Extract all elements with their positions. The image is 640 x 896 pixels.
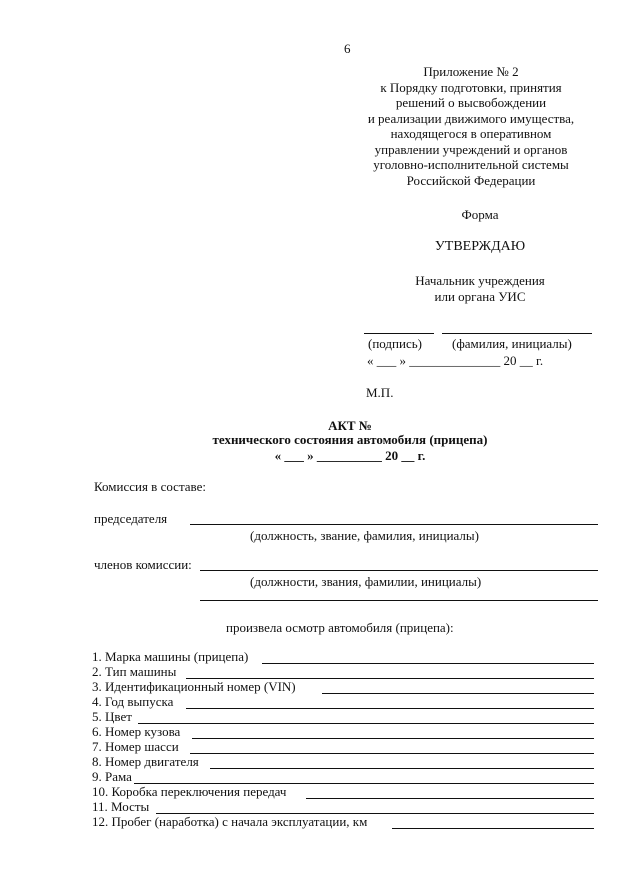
- list-item: 12. Пробег (наработка) с начала эксплуатации, км: [92, 814, 368, 829]
- approver-position-2: или органа УИС: [434, 289, 526, 304]
- appendix-block: [340, 64, 602, 188]
- list-item: 7. Номер шасси: [92, 739, 179, 754]
- approver-position: Начальник учреждения: [415, 273, 545, 288]
- appendix-line: и реализации движимого имущества,: [367, 110, 575, 126]
- item-3-line[interactable]: [322, 693, 594, 694]
- members-label: членов комиссии:: [94, 557, 192, 572]
- members-line[interactable]: [200, 570, 598, 571]
- signature-line[interactable]: [364, 333, 434, 334]
- item-8-line[interactable]: [210, 768, 594, 769]
- appendix-line: уголовно-исполнительной системы: [373, 157, 569, 172]
- list-item: 2. Тип машины: [92, 664, 177, 679]
- item-1-line[interactable]: [262, 663, 594, 664]
- item-5-line[interactable]: [138, 723, 594, 724]
- item-7-line[interactable]: [190, 753, 594, 754]
- appendix-line: Приложение № 2: [423, 64, 519, 79]
- act-title: АКТ №: [328, 418, 372, 433]
- members-caption: (должности, звания, фамилии, инициалы): [250, 574, 482, 589]
- list-item: 1. Марка машины (прицепа): [92, 649, 249, 664]
- stamp-label: М.П.: [366, 385, 394, 400]
- list-item: 4. Год выпуска: [92, 694, 174, 709]
- list-item: 8. Номер двигателя: [92, 754, 199, 769]
- appendix-line: к Порядку подготовки, принятия: [380, 79, 562, 95]
- approve-date-line: « ___ » ______________ 20 __ г.: [367, 353, 544, 368]
- list-item: 11. Мосты: [92, 799, 150, 814]
- inspection-text: произвела осмотр автомобиля (прицепа):: [226, 620, 454, 635]
- list-item: 10. Коробка переключения передач: [92, 784, 287, 799]
- form-label: Форма: [461, 207, 499, 222]
- name-caption: (фамилия, инициалы): [452, 336, 572, 351]
- item-4-line[interactable]: [186, 708, 594, 709]
- list-item: 9. Рама: [92, 769, 132, 784]
- chair-line[interactable]: [190, 524, 598, 525]
- members-line-2[interactable]: [200, 600, 598, 601]
- page-number: 6: [344, 41, 351, 56]
- list-item: 6. Номер кузова: [92, 724, 181, 739]
- signature-caption: (подпись): [368, 336, 422, 351]
- name-line[interactable]: [442, 333, 592, 334]
- item-12-line[interactable]: [392, 828, 594, 829]
- approve-title: УТВЕРЖДАЮ: [434, 239, 526, 254]
- chair-label: председателя: [94, 511, 168, 526]
- appendix-line: Российской Федерации: [406, 172, 536, 188]
- appendix-line: находящегося в оперативном: [390, 126, 552, 141]
- chair-caption: (должность, звание, фамилия, инициалы): [250, 528, 479, 543]
- item-6-line[interactable]: [192, 738, 594, 739]
- list-item: 3. Идентификационный номер (VIN): [92, 679, 296, 694]
- act-subtitle: технического состояния автомобиля (прицепа): [212, 432, 488, 447]
- act-date-line: « ___ » __________ 20 __ г.: [274, 448, 426, 463]
- item-10-line[interactable]: [306, 798, 594, 799]
- list-item: 5. Цвет: [92, 709, 132, 724]
- commission-intro: Комиссия в составе:: [94, 479, 206, 494]
- appendix-line: решений о высвобождении: [395, 95, 547, 110]
- appendix-line: управлении учреждений и органов: [374, 141, 568, 157]
